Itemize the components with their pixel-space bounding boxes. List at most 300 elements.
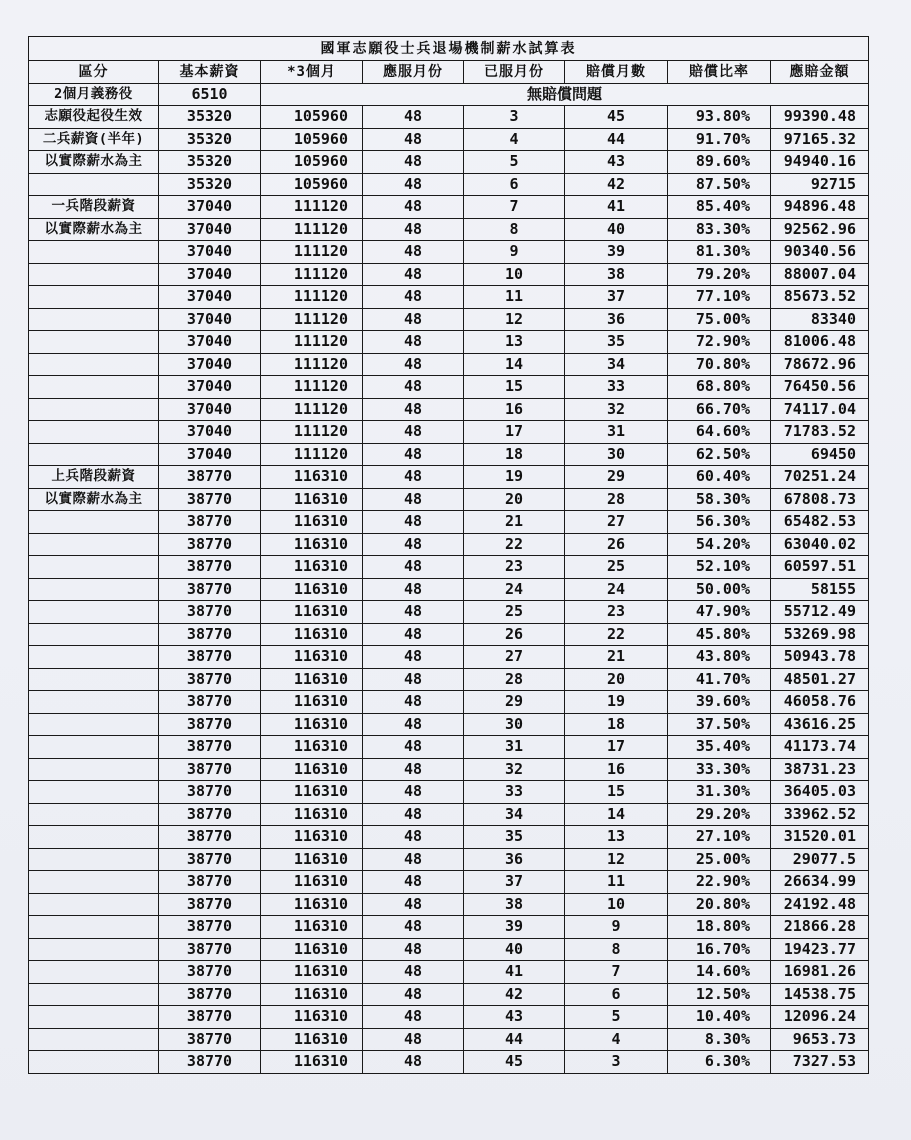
row-base-salary: 35320	[159, 173, 261, 196]
header-category: 區分	[29, 61, 159, 84]
row-required-months: 48	[363, 353, 464, 376]
table-row	[29, 151, 869, 174]
row-compensation-amount: 31520.01	[771, 826, 869, 849]
row-compensation-months: 32	[565, 398, 668, 421]
row-base-salary: 38770	[159, 826, 261, 849]
row-served-months: 36	[464, 848, 565, 871]
row-compensation-amount: 60597.51	[771, 556, 869, 579]
row-base-salary: 38770	[159, 893, 261, 916]
row-compensation-months: 25	[565, 556, 668, 579]
row-category	[29, 263, 159, 286]
row-compensation-months: 7	[565, 961, 668, 984]
row-three-months: 116310	[261, 826, 363, 849]
row-served-months: 34	[464, 803, 565, 826]
table-row	[29, 826, 869, 849]
row-served-months: 22	[464, 533, 565, 556]
row-base-salary: 37040	[159, 398, 261, 421]
row-compensation-amount: 74117.04	[771, 398, 869, 421]
row-served-months: 9	[464, 241, 565, 264]
row-base-salary: 38770	[159, 938, 261, 961]
row-served-months: 30	[464, 713, 565, 736]
row-compensation-ratio: 77.10%	[668, 286, 771, 309]
row-category	[29, 691, 159, 714]
row-compensation-amount: 7327.53	[771, 1051, 869, 1074]
row-compensation-amount: 48501.27	[771, 668, 869, 691]
row-three-months: 111120	[261, 196, 363, 219]
header-three-months: *3個月	[261, 61, 363, 84]
row-required-months: 48	[363, 871, 464, 894]
row-compensation-months: 27	[565, 511, 668, 534]
row-served-months: 41	[464, 961, 565, 984]
row-compensation-ratio: 35.40%	[668, 736, 771, 759]
row-category	[29, 848, 159, 871]
row-compensation-ratio: 83.30%	[668, 218, 771, 241]
row-category	[29, 961, 159, 984]
row-three-months: 116310	[261, 983, 363, 1006]
row-category: 一兵階段薪資	[29, 196, 159, 219]
row-compensation-ratio: 93.80%	[668, 106, 771, 129]
row-compensation-ratio: 75.00%	[668, 308, 771, 331]
row-required-months: 48	[363, 421, 464, 444]
row-compensation-ratio: 39.60%	[668, 691, 771, 714]
header-base-salary: 基本薪資	[159, 61, 261, 84]
row-served-months: 43	[464, 1006, 565, 1029]
row-compensation-months: 12	[565, 848, 668, 871]
row-compensation-ratio: 45.80%	[668, 623, 771, 646]
table-row	[29, 961, 869, 984]
row-required-months: 48	[363, 106, 464, 129]
row-required-months: 48	[363, 848, 464, 871]
row-served-months: 32	[464, 758, 565, 781]
row-category	[29, 826, 159, 849]
obligation-row	[29, 83, 869, 106]
row-base-salary: 38770	[159, 736, 261, 759]
row-base-salary: 38770	[159, 691, 261, 714]
row-three-months: 111120	[261, 218, 363, 241]
row-required-months: 48	[363, 826, 464, 849]
row-compensation-ratio: 68.80%	[668, 376, 771, 399]
table-row	[29, 376, 869, 399]
row-base-salary: 38770	[159, 533, 261, 556]
row-compensation-months: 6	[565, 983, 668, 1006]
row-served-months: 8	[464, 218, 565, 241]
row-compensation-months: 43	[565, 151, 668, 174]
row-category	[29, 916, 159, 939]
row-category: 上兵階段薪資	[29, 466, 159, 489]
row-compensation-amount: 70251.24	[771, 466, 869, 489]
row-three-months: 111120	[261, 443, 363, 466]
row-base-salary: 37040	[159, 353, 261, 376]
title-row	[29, 37, 869, 61]
row-compensation-amount: 78672.96	[771, 353, 869, 376]
row-served-months: 17	[464, 421, 565, 444]
table-row	[29, 691, 869, 714]
row-compensation-months: 14	[565, 803, 668, 826]
row-compensation-months: 35	[565, 331, 668, 354]
row-served-months: 19	[464, 466, 565, 489]
row-compensation-months: 44	[565, 128, 668, 151]
row-required-months: 48	[363, 938, 464, 961]
row-three-months: 116310	[261, 668, 363, 691]
table-row	[29, 488, 869, 511]
row-compensation-amount: 83340	[771, 308, 869, 331]
row-compensation-ratio: 72.90%	[668, 331, 771, 354]
row-served-months: 24	[464, 578, 565, 601]
table-row	[29, 331, 869, 354]
row-base-salary: 38770	[159, 1028, 261, 1051]
row-category	[29, 758, 159, 781]
row-three-months: 116310	[261, 713, 363, 736]
table-title: 國軍志願役士兵退場機制薪水試算表	[29, 37, 869, 61]
row-required-months: 48	[363, 1028, 464, 1051]
row-compensation-amount: 12096.24	[771, 1006, 869, 1029]
row-three-months: 116310	[261, 916, 363, 939]
row-served-months: 18	[464, 443, 565, 466]
row-compensation-months: 4	[565, 1028, 668, 1051]
row-required-months: 48	[363, 983, 464, 1006]
row-compensation-amount: 21866.28	[771, 916, 869, 939]
row-compensation-ratio: 81.30%	[668, 241, 771, 264]
row-required-months: 48	[363, 241, 464, 264]
row-compensation-months: 42	[565, 173, 668, 196]
row-compensation-ratio: 20.80%	[668, 893, 771, 916]
row-required-months: 48	[363, 646, 464, 669]
row-required-months: 48	[363, 668, 464, 691]
table-row	[29, 1028, 869, 1051]
row-category	[29, 556, 159, 579]
row-compensation-amount: 65482.53	[771, 511, 869, 534]
row-three-months: 116310	[261, 1006, 363, 1029]
row-served-months: 45	[464, 1051, 565, 1074]
row-base-salary: 38770	[159, 623, 261, 646]
header-required-months: 應服月份	[363, 61, 464, 84]
row-compensation-ratio: 79.20%	[668, 263, 771, 286]
row-base-salary: 38770	[159, 578, 261, 601]
table-row	[29, 668, 869, 691]
row-required-months: 48	[363, 578, 464, 601]
row-category: 以實際薪水為主	[29, 218, 159, 241]
row-compensation-ratio: 29.20%	[668, 803, 771, 826]
row-required-months: 48	[363, 286, 464, 309]
row-base-salary: 37040	[159, 263, 261, 286]
row-category	[29, 331, 159, 354]
row-three-months: 116310	[261, 1051, 363, 1074]
table-row	[29, 421, 869, 444]
row-three-months: 111120	[261, 376, 363, 399]
row-base-salary: 38770	[159, 466, 261, 489]
table-row	[29, 353, 869, 376]
row-compensation-months: 41	[565, 196, 668, 219]
row-compensation-amount: 99390.48	[771, 106, 869, 129]
row-compensation-amount: 26634.99	[771, 871, 869, 894]
table-row	[29, 871, 869, 894]
row-three-months: 116310	[261, 961, 363, 984]
row-served-months: 38	[464, 893, 565, 916]
row-served-months: 37	[464, 871, 565, 894]
row-base-salary: 37040	[159, 286, 261, 309]
header-served-months: 已服月份	[464, 61, 565, 84]
row-three-months: 111120	[261, 241, 363, 264]
row-compensation-months: 13	[565, 826, 668, 849]
row-compensation-amount: 55712.49	[771, 601, 869, 624]
row-compensation-months: 22	[565, 623, 668, 646]
row-three-months: 116310	[261, 488, 363, 511]
row-compensation-months: 5	[565, 1006, 668, 1029]
row-three-months: 116310	[261, 848, 363, 871]
row-category	[29, 421, 159, 444]
row-three-months: 116310	[261, 691, 363, 714]
row-required-months: 48	[363, 781, 464, 804]
row-required-months: 48	[363, 263, 464, 286]
row-category	[29, 578, 159, 601]
row-base-salary: 35320	[159, 128, 261, 151]
row-served-months: 33	[464, 781, 565, 804]
row-served-months: 35	[464, 826, 565, 849]
row-compensation-ratio: 8.30%	[668, 1028, 771, 1051]
row-compensation-ratio: 41.70%	[668, 668, 771, 691]
row-required-months: 48	[363, 196, 464, 219]
row-category	[29, 646, 159, 669]
row-category	[29, 781, 159, 804]
row-compensation-months: 37	[565, 286, 668, 309]
row-three-months: 111120	[261, 421, 363, 444]
header-compensation-amount: 應賠金額	[771, 61, 869, 84]
row-served-months: 23	[464, 556, 565, 579]
row-compensation-ratio: 54.20%	[668, 533, 771, 556]
table-row	[29, 241, 869, 264]
row-required-months: 48	[363, 1051, 464, 1074]
row-category	[29, 803, 159, 826]
row-category	[29, 353, 159, 376]
obligation-salary: 6510	[159, 83, 261, 106]
row-three-months: 105960	[261, 151, 363, 174]
row-compensation-months: 23	[565, 601, 668, 624]
row-three-months: 116310	[261, 893, 363, 916]
row-category	[29, 668, 159, 691]
row-three-months: 116310	[261, 623, 363, 646]
row-base-salary: 38770	[159, 488, 261, 511]
row-required-months: 48	[363, 916, 464, 939]
row-served-months: 21	[464, 511, 565, 534]
table-row	[29, 308, 869, 331]
table-row	[29, 263, 869, 286]
row-served-months: 13	[464, 331, 565, 354]
row-compensation-months: 28	[565, 488, 668, 511]
row-three-months: 105960	[261, 128, 363, 151]
table-row	[29, 848, 869, 871]
row-compensation-amount: 43616.25	[771, 713, 869, 736]
row-category	[29, 308, 159, 331]
row-base-salary: 38770	[159, 758, 261, 781]
row-base-salary: 37040	[159, 443, 261, 466]
row-base-salary: 38770	[159, 781, 261, 804]
table-row	[29, 916, 869, 939]
row-required-months: 48	[363, 533, 464, 556]
row-compensation-amount: 90340.56	[771, 241, 869, 264]
row-served-months: 44	[464, 1028, 565, 1051]
row-three-months: 116310	[261, 938, 363, 961]
salary-compensation-table	[28, 36, 869, 1074]
row-compensation-amount: 92562.96	[771, 218, 869, 241]
row-compensation-amount: 92715	[771, 173, 869, 196]
row-compensation-amount: 71783.52	[771, 421, 869, 444]
table-row	[29, 1006, 869, 1029]
row-compensation-ratio: 47.90%	[668, 601, 771, 624]
row-required-months: 48	[363, 151, 464, 174]
row-served-months: 25	[464, 601, 565, 624]
row-served-months: 3	[464, 106, 565, 129]
row-category	[29, 713, 159, 736]
row-compensation-months: 18	[565, 713, 668, 736]
row-required-months: 48	[363, 1006, 464, 1029]
row-base-salary: 38770	[159, 1006, 261, 1029]
row-category	[29, 736, 159, 759]
table-row	[29, 443, 869, 466]
row-compensation-ratio: 52.10%	[668, 556, 771, 579]
row-compensation-amount: 36405.03	[771, 781, 869, 804]
row-base-salary: 38770	[159, 916, 261, 939]
row-served-months: 4	[464, 128, 565, 151]
table-row	[29, 713, 869, 736]
row-three-months: 116310	[261, 736, 363, 759]
row-category	[29, 173, 159, 196]
row-compensation-ratio: 64.60%	[668, 421, 771, 444]
row-compensation-amount: 33962.52	[771, 803, 869, 826]
header-row	[29, 61, 869, 84]
row-required-months: 48	[363, 443, 464, 466]
table-row	[29, 623, 869, 646]
row-three-months: 116310	[261, 803, 363, 826]
row-served-months: 28	[464, 668, 565, 691]
row-served-months: 12	[464, 308, 565, 331]
row-compensation-ratio: 33.30%	[668, 758, 771, 781]
table-row	[29, 601, 869, 624]
row-three-months: 116310	[261, 466, 363, 489]
row-compensation-ratio: 25.00%	[668, 848, 771, 871]
row-compensation-amount: 29077.5	[771, 848, 869, 871]
row-category	[29, 376, 159, 399]
row-category	[29, 1051, 159, 1074]
row-compensation-months: 31	[565, 421, 668, 444]
table-row	[29, 556, 869, 579]
table-row	[29, 781, 869, 804]
row-served-months: 27	[464, 646, 565, 669]
row-compensation-ratio: 85.40%	[668, 196, 771, 219]
row-compensation-ratio: 43.80%	[668, 646, 771, 669]
row-compensation-ratio: 70.80%	[668, 353, 771, 376]
row-required-months: 48	[363, 713, 464, 736]
table-row	[29, 511, 869, 534]
row-compensation-amount: 50943.78	[771, 646, 869, 669]
row-required-months: 48	[363, 961, 464, 984]
row-served-months: 31	[464, 736, 565, 759]
row-required-months: 48	[363, 376, 464, 399]
row-compensation-amount: 46058.76	[771, 691, 869, 714]
table-row	[29, 128, 869, 151]
row-compensation-amount: 67808.73	[771, 488, 869, 511]
row-served-months: 26	[464, 623, 565, 646]
row-three-months: 116310	[261, 601, 363, 624]
row-required-months: 48	[363, 736, 464, 759]
row-compensation-months: 34	[565, 353, 668, 376]
row-base-salary: 37040	[159, 308, 261, 331]
row-compensation-ratio: 10.40%	[668, 1006, 771, 1029]
row-base-salary: 37040	[159, 421, 261, 444]
row-compensation-amount: 14538.75	[771, 983, 869, 1006]
table-row	[29, 173, 869, 196]
row-compensation-amount: 97165.32	[771, 128, 869, 151]
row-category: 志願役起役生效	[29, 106, 159, 129]
row-three-months: 111120	[261, 353, 363, 376]
row-three-months: 116310	[261, 1028, 363, 1051]
row-base-salary: 38770	[159, 871, 261, 894]
row-base-salary: 38770	[159, 668, 261, 691]
row-category: 二兵薪資(半年)	[29, 128, 159, 151]
row-compensation-amount: 9653.73	[771, 1028, 869, 1051]
table-row	[29, 646, 869, 669]
row-served-months: 29	[464, 691, 565, 714]
table-row	[29, 938, 869, 961]
header-compensation-months: 賠償月數	[565, 61, 668, 84]
row-three-months: 105960	[261, 173, 363, 196]
row-compensation-amount: 16981.26	[771, 961, 869, 984]
row-compensation-amount: 19423.77	[771, 938, 869, 961]
row-compensation-months: 16	[565, 758, 668, 781]
row-compensation-months: 40	[565, 218, 668, 241]
row-three-months: 105960	[261, 106, 363, 129]
row-compensation-amount: 69450	[771, 443, 869, 466]
row-served-months: 40	[464, 938, 565, 961]
row-required-months: 48	[363, 511, 464, 534]
row-category	[29, 286, 159, 309]
row-required-months: 48	[363, 758, 464, 781]
table-row	[29, 578, 869, 601]
row-base-salary: 37040	[159, 241, 261, 264]
row-compensation-amount: 88007.04	[771, 263, 869, 286]
row-required-months: 48	[363, 308, 464, 331]
row-base-salary: 37040	[159, 196, 261, 219]
row-compensation-amount: 94896.48	[771, 196, 869, 219]
row-compensation-ratio: 58.30%	[668, 488, 771, 511]
row-category	[29, 1006, 159, 1029]
row-compensation-months: 19	[565, 691, 668, 714]
row-compensation-months: 24	[565, 578, 668, 601]
table-row	[29, 893, 869, 916]
row-three-months: 111120	[261, 308, 363, 331]
row-three-months: 116310	[261, 781, 363, 804]
row-compensation-ratio: 18.80%	[668, 916, 771, 939]
row-compensation-amount: 53269.98	[771, 623, 869, 646]
row-required-months: 48	[363, 331, 464, 354]
row-category: 以實際薪水為主	[29, 488, 159, 511]
row-compensation-ratio: 56.30%	[668, 511, 771, 534]
row-compensation-months: 9	[565, 916, 668, 939]
row-category	[29, 443, 159, 466]
row-required-months: 48	[363, 691, 464, 714]
row-compensation-months: 3	[565, 1051, 668, 1074]
table-row	[29, 758, 869, 781]
table-row	[29, 286, 869, 309]
row-three-months: 116310	[261, 511, 363, 534]
row-three-months: 111120	[261, 286, 363, 309]
row-base-salary: 38770	[159, 713, 261, 736]
row-served-months: 42	[464, 983, 565, 1006]
row-base-salary: 38770	[159, 803, 261, 826]
row-required-months: 48	[363, 466, 464, 489]
row-base-salary: 38770	[159, 511, 261, 534]
row-three-months: 116310	[261, 556, 363, 579]
row-three-months: 116310	[261, 533, 363, 556]
